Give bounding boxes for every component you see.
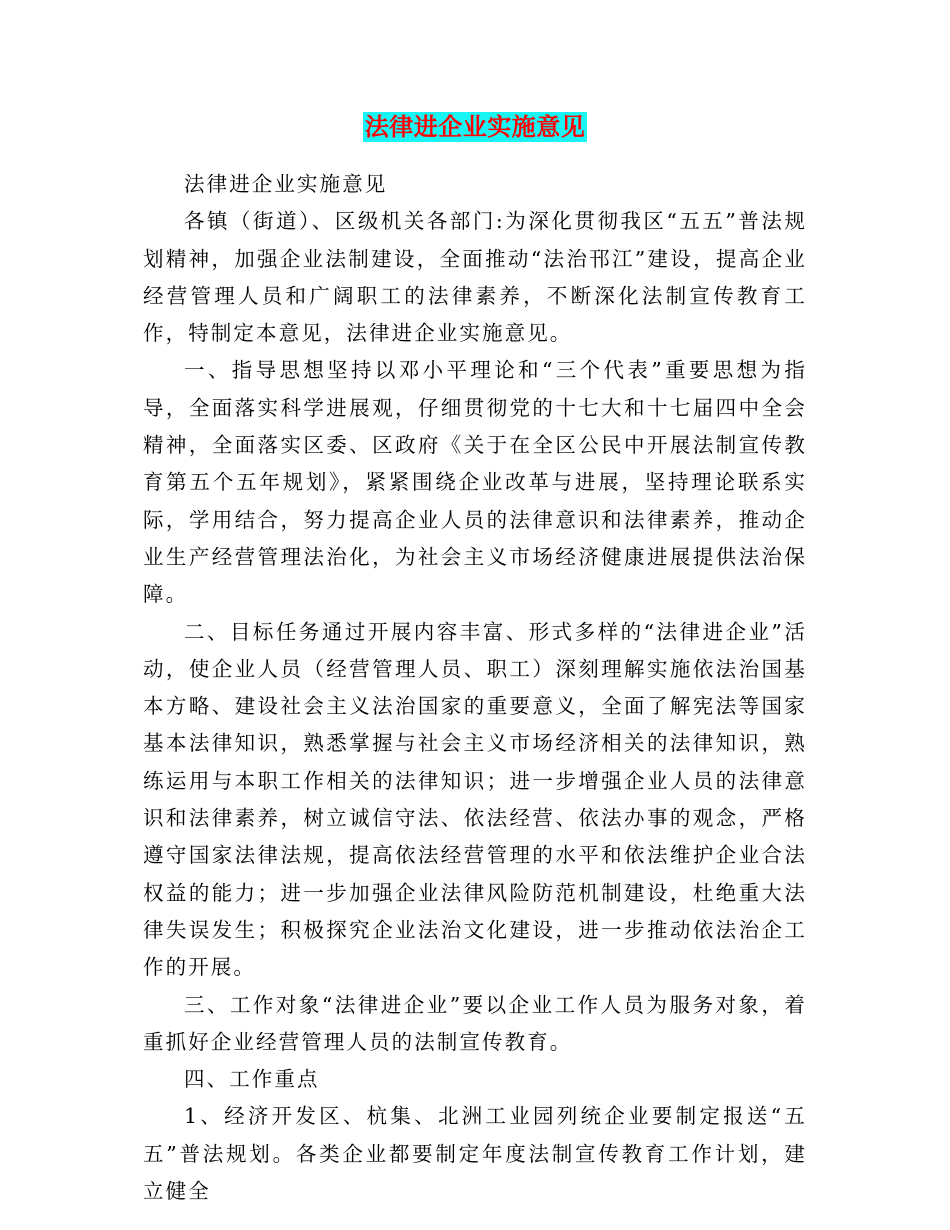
paragraph-guiding-ideology: 一、指导思想坚持以邓小平理论和“三个代表”重要思想为指导，全面落实科学进展观，仔细贯彻党的十七大和十七届四中全会精神，全面落实区委、区政府《关于在全区公民中开展法制宣传教育第五个五年规划》，紧紧围绕企业改革与进展，坚持理论联系实际，学用结合，努力提高企业人员的法律意识和法律素养，推动企业生产经营管理法治化，为社会主义市场经济健康进展提供法治保障。 [143, 358, 807, 607]
paragraph-work-focus-heading: 四、工作重点 [184, 1067, 320, 1092]
paragraph-intro: 各镇（街道）、区级机关各部门:为深化贯彻我区“五五”普法规划精神，加强企业法制建设，全面推动“法治邗江”建设，提高企业经营管理人员和广阔职工的法律素养，不断深化法制宣传教育工作，特制定本意见，法律进企业实施意见。 [143, 209, 807, 346]
title-container [0, 112, 950, 142]
document-title: 法律进企业实施意见 [364, 112, 586, 141]
paragraph-objectives: 二、目标任务通过开展内容丰富、形式多样的“法律进企业”活动，使企业人员（经营管理人员、职工）深刻理解实施依法治国基本方略、建设社会主义法治国家的重要意义，全面了解宪法等国家基本法律知识，熟悉掌握与社会主义市场经济相关的法律知识，熟练运用与本职工作相关的法律知识；进一步增强企业人员的法律意识和法律素养，树立诚信守法、依法经营、依法办事的观念，严格遵守国家法律法规，提高依法经营管理的水平和依法维护企业合法权益的能力；进一步加强企业法律风险防范机制建设，杜绝重大法律失误发生；积极探究企业法治文化建设，进一步推动依法治企工作的开展。 [143, 619, 807, 980]
paragraph-subtitle: 法律进企业实施意见 [184, 172, 388, 196]
document-body [143, 166, 807, 1210]
paragraph-work-targets: 三、工作对象“法律进企业”要以企业工作人员为服务对象，着重抓好企业经营管理人员的法制宣传教育。 [143, 992, 807, 1054]
paragraph-focus-item-1: 1、经济开发区、杭集、北洲工业园列统企业要制定报送“五五”普法规划。各类企业都要制定年度法制宣传教育工作计划，建立健全 [143, 1104, 807, 1204]
